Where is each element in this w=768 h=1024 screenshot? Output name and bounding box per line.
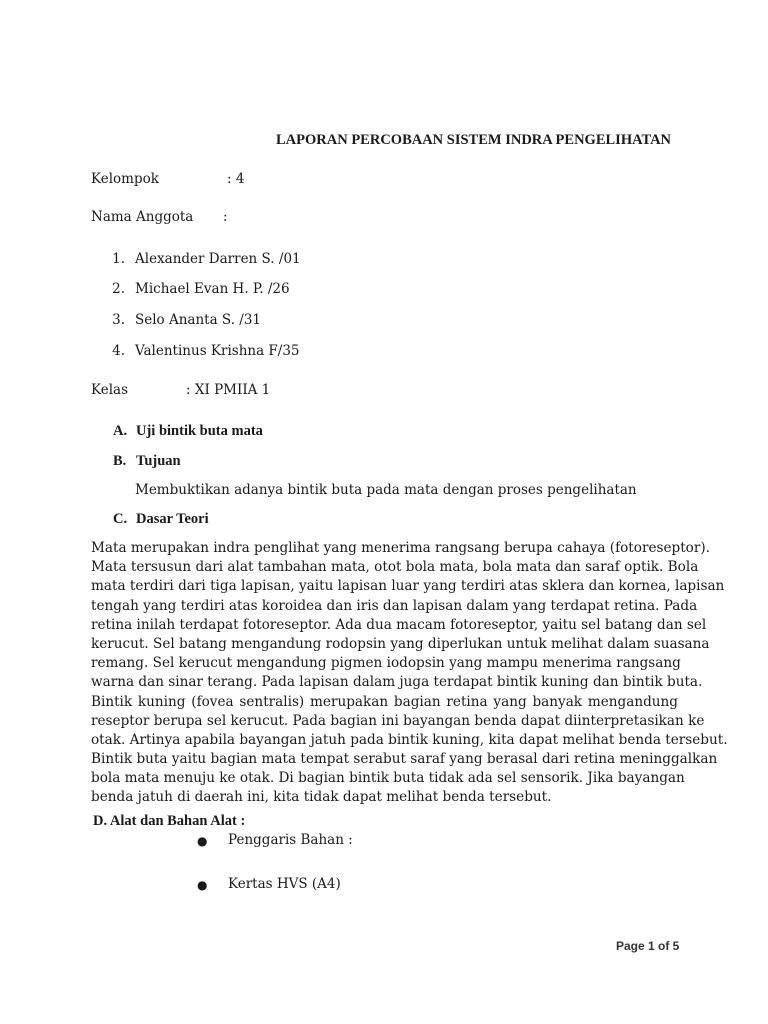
theory-paragraph bbox=[91, 539, 728, 808]
list-item-number: 1. bbox=[112, 251, 125, 267]
section-a-letter: A. bbox=[113, 423, 128, 439]
list-item-name: Valentinus Krishna F/35 bbox=[135, 343, 300, 359]
paragraph-line: Mata tersusun dari alat tambahan mata, otot bola mata, bola mata dan saraf optik. Bola bbox=[91, 559, 699, 576]
section-b-text: Membuktikan adanya bintik buta pada mata dengan proses pengelihatan bbox=[135, 482, 637, 498]
list-item-number: 2. bbox=[112, 281, 125, 297]
paragraph-line: kerucut. Sel batang mengandung rodopsin yang diperlukan untuk melihat dalam suasana bbox=[91, 635, 710, 652]
kelompok-value: : 4 bbox=[227, 171, 245, 187]
list-item-number: 4. bbox=[112, 343, 125, 359]
kelas-label: Kelas bbox=[91, 382, 129, 398]
list-item-name: Michael Evan H. P. /26 bbox=[135, 281, 290, 297]
paragraph-line: Mata merupakan indra penglihat yang menerima rangsang berupa cahaya (fotoreseptor). bbox=[91, 540, 710, 556]
section-b-letter: B. bbox=[113, 453, 127, 469]
tool-item-text: Kertas HVS (A4) bbox=[228, 876, 341, 892]
section-d-heading: D. Alat dan Bahan Alat : bbox=[93, 813, 246, 829]
paragraph-line: bola mata menuju ke otak. Di bagian bintik buta tidak ada sel sensorik. Jika bayangan bbox=[91, 770, 685, 787]
paragraph-line: tengah yang terdiri atas koroidea dan iris dan lapisan dalam yang terdapat retina. Pada bbox=[91, 597, 698, 614]
nama-anggota-value: : bbox=[223, 209, 228, 225]
section-c-title: Dasar Teori bbox=[136, 511, 209, 527]
section-b-title: Tujuan bbox=[136, 453, 181, 469]
paragraph-line: otak. Artinya apabila bayangan jatuh pada bintik kuning, kita dapat melihat benda tersebut. bbox=[91, 731, 728, 748]
bullet-icon: ● bbox=[197, 878, 208, 892]
kelompok-label: Kelompok bbox=[91, 171, 159, 187]
paragraph-line: benda jatuh di daerah ini, kita tidak dapat melihat benda tersebut. bbox=[91, 789, 552, 806]
paragraph-line: warna dan sinar terang. Pada lapisan dalam juga terdapat bintik kuning dan bintik buta. bbox=[91, 674, 703, 691]
page-number: Page 1 of 5 bbox=[616, 939, 680, 953]
list-item-name: Alexander Darren S. /01 bbox=[135, 251, 301, 267]
bullet-icon: ● bbox=[197, 834, 208, 848]
list-item-number: 3. bbox=[112, 312, 125, 328]
section-c-letter: C. bbox=[113, 511, 128, 527]
document-title: LAPORAN PERCOBAAN SISTEM INDRA PENGELIHATAN bbox=[276, 132, 672, 148]
paragraph-line: mata terdiri dari tiga lapisan, yaitu lapisan luar yang terdiri atas sklera dan kornea, lapisan bbox=[91, 578, 725, 595]
paragraph-line: reseptor berupa sel kerucut. Pada bagian ini bayangan benda dapat diinterpretasikan ke bbox=[91, 712, 705, 729]
paragraph-line: Bintik buta yaitu bagian mata tempat serabut saraf yang berasal dari retina meninggalkan bbox=[91, 751, 718, 768]
section-a-title: Uji bintik buta mata bbox=[136, 423, 263, 439]
paragraph-line: retina inilah terdapat fotoreseptor. Ada dua macam fotoreseptor, yaitu sel batang dan sel bbox=[91, 616, 707, 633]
tool-item-text: Penggaris Bahan : bbox=[228, 832, 353, 848]
paragraph-line: Bintik kuning (fovea sentralis) merupakan bagian retina yang banyak mengandung bbox=[91, 693, 678, 710]
nama-anggota-label: Nama Anggota bbox=[91, 209, 194, 225]
paragraph-line: remang. Sel kerucut mengandung pigmen iodopsin yang mampu menerima rangsang bbox=[91, 655, 681, 672]
kelas-value: : XI PMIIA 1 bbox=[186, 382, 271, 398]
list-item-name: Selo Ananta S. /31 bbox=[135, 312, 262, 328]
